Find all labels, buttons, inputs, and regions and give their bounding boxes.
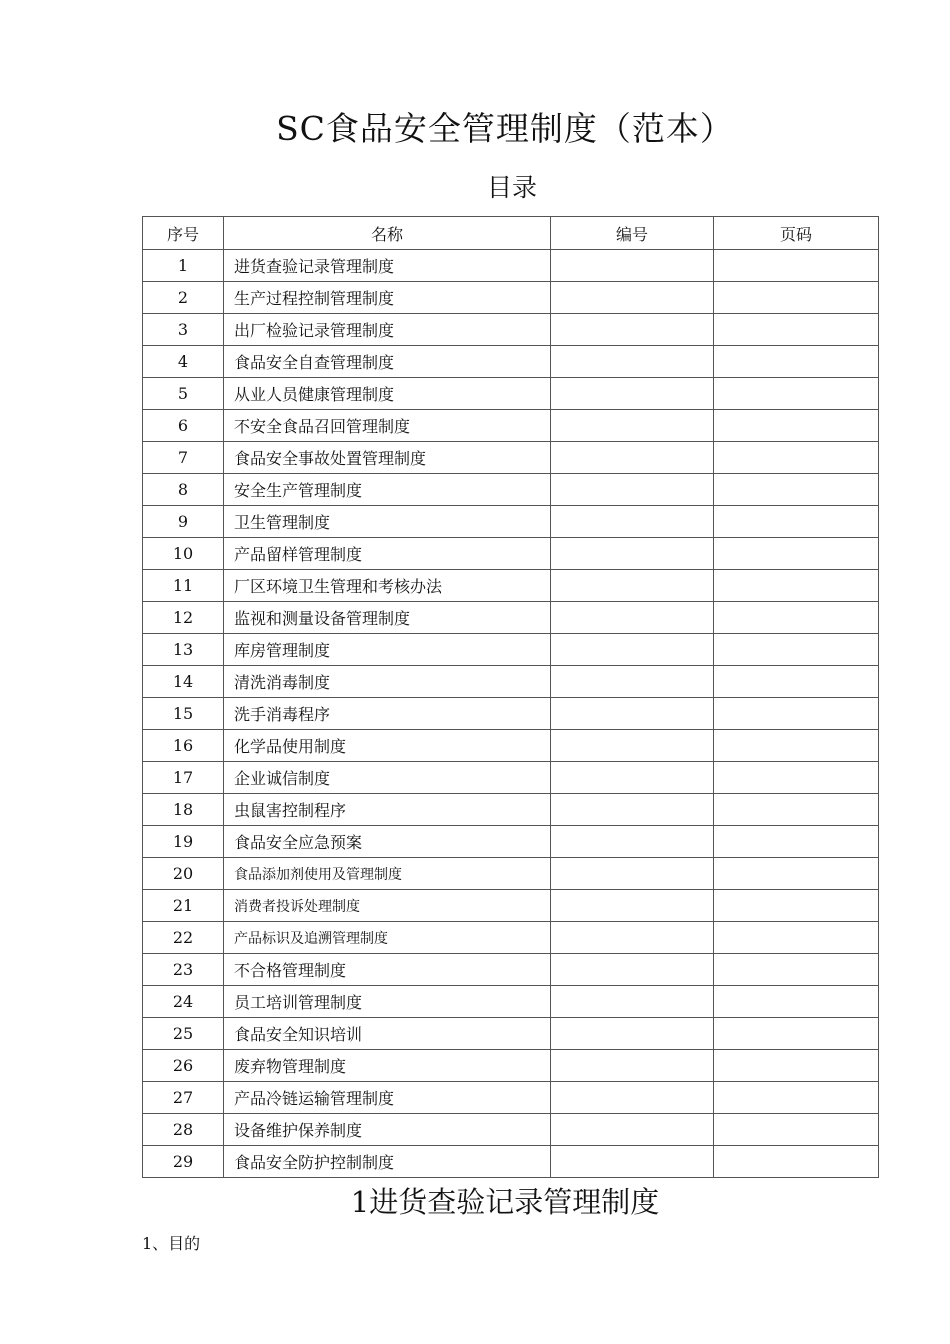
row-code: [551, 858, 714, 890]
row-name: 进货查验记录管理制度: [224, 250, 551, 282]
table-row: [143, 1050, 879, 1082]
row-name: 产品冷链运输管理制度: [224, 1082, 551, 1114]
row-page: [714, 346, 879, 378]
row-name: 废弃物管理制度: [224, 1050, 551, 1082]
row-page: [714, 1114, 879, 1146]
row-page: [714, 538, 879, 570]
row-code: [551, 1082, 714, 1114]
row-number: 19: [143, 826, 224, 858]
row-code: [551, 346, 714, 378]
row-code: [551, 762, 714, 794]
table-row: [143, 602, 879, 634]
row-name: 产品留样管理制度: [224, 538, 551, 570]
row-page: [714, 634, 879, 666]
row-number: 12: [143, 602, 224, 634]
row-page: [714, 794, 879, 826]
row-code: [551, 1050, 714, 1082]
row-name: 卫生管理制度: [224, 506, 551, 538]
row-page: [714, 250, 879, 282]
row-name: 化学品使用制度: [224, 730, 551, 762]
row-number: 7: [143, 442, 224, 474]
row-number: 17: [143, 762, 224, 794]
row-number: 1: [143, 250, 224, 282]
table-row: [143, 794, 879, 826]
row-number: 24: [143, 986, 224, 1018]
row-code: [551, 1018, 714, 1050]
row-number: 23: [143, 954, 224, 986]
header-name: 名称: [224, 217, 551, 250]
row-page: [714, 698, 879, 730]
row-number: 26: [143, 1050, 224, 1082]
toc-heading: 目录: [486, 173, 537, 202]
row-code: [551, 794, 714, 826]
row-code: [551, 666, 714, 698]
row-code: [551, 538, 714, 570]
table-row: [143, 730, 879, 762]
table-row: [143, 922, 879, 954]
table-row: [143, 698, 879, 730]
row-name: 库房管理制度: [224, 634, 551, 666]
toc-body: [143, 250, 879, 1178]
row-code: [551, 474, 714, 506]
row-page: [714, 1018, 879, 1050]
row-code: [551, 698, 714, 730]
row-name: 食品安全防护控制制度: [224, 1146, 551, 1178]
toc-table: [142, 216, 879, 1178]
row-page: [714, 826, 879, 858]
row-page: [714, 1050, 879, 1082]
table-row: [143, 666, 879, 698]
row-code: [551, 282, 714, 314]
table-row: [143, 858, 879, 890]
row-number: 29: [143, 1146, 224, 1178]
table-row: [143, 826, 879, 858]
header-code: 编号: [551, 217, 714, 250]
table-row: [143, 250, 879, 282]
row-number: 21: [143, 890, 224, 922]
row-code: [551, 506, 714, 538]
row-name: 食品安全事故处置管理制度: [224, 442, 551, 474]
row-number: 8: [143, 474, 224, 506]
section-title: 1进货查验记录管理制度: [350, 1185, 660, 1219]
row-number: 2: [143, 282, 224, 314]
row-number: 14: [143, 666, 224, 698]
table-row: [143, 890, 879, 922]
table-row: [143, 1114, 879, 1146]
row-page: [714, 954, 879, 986]
row-name: 产品标识及追溯管理制度: [224, 922, 551, 954]
table-row: [143, 378, 879, 410]
table-row: [143, 410, 879, 442]
table-row: [143, 346, 879, 378]
row-code: [551, 314, 714, 346]
table-row: [143, 314, 879, 346]
row-page: [714, 922, 879, 954]
row-page: [714, 666, 879, 698]
row-name: 生产过程控制管理制度: [224, 282, 551, 314]
table-row: [143, 986, 879, 1018]
row-code: [551, 570, 714, 602]
row-page: [714, 1146, 879, 1178]
row-name: 消费者投诉处理制度: [224, 890, 551, 922]
row-page: [714, 474, 879, 506]
row-name: 监视和测量设备管理制度: [224, 602, 551, 634]
table-row: [143, 282, 879, 314]
row-number: 13: [143, 634, 224, 666]
row-code: [551, 250, 714, 282]
row-code: [551, 378, 714, 410]
row-number: 25: [143, 1018, 224, 1050]
row-code: [551, 954, 714, 986]
header-page: 页码: [714, 217, 879, 250]
row-code: [551, 442, 714, 474]
row-number: 27: [143, 1082, 224, 1114]
row-name: 虫鼠害控制程序: [224, 794, 551, 826]
row-name: 厂区环境卫生管理和考核办法: [224, 570, 551, 602]
row-code: [551, 826, 714, 858]
table-row: [143, 954, 879, 986]
table-row: [143, 506, 879, 538]
row-number: 4: [143, 346, 224, 378]
row-name: 从业人员健康管理制度: [224, 378, 551, 410]
row-name: 安全生产管理制度: [224, 474, 551, 506]
row-code: [551, 922, 714, 954]
row-number: 20: [143, 858, 224, 890]
row-page: [714, 378, 879, 410]
row-page: [714, 314, 879, 346]
row-name: 企业诚信制度: [224, 762, 551, 794]
table-row: [143, 1082, 879, 1114]
row-code: [551, 634, 714, 666]
table-row: [143, 442, 879, 474]
row-page: [714, 890, 879, 922]
header-number: 序号: [143, 217, 224, 250]
row-page: [714, 858, 879, 890]
row-page: [714, 762, 879, 794]
row-code: [551, 730, 714, 762]
document-title: SC食品安全管理制度（范本）: [276, 109, 734, 148]
row-name: 洗手消毒程序: [224, 698, 551, 730]
row-number: 9: [143, 506, 224, 538]
table-row: [143, 1146, 879, 1178]
row-code: [551, 1146, 714, 1178]
row-page: [714, 442, 879, 474]
row-name: 食品安全自查管理制度: [224, 346, 551, 378]
row-page: [714, 410, 879, 442]
table-row: [143, 570, 879, 602]
table-row: [143, 474, 879, 506]
row-page: [714, 730, 879, 762]
row-number: 22: [143, 922, 224, 954]
row-name: 食品添加剂使用及管理制度: [224, 858, 551, 890]
row-code: [551, 986, 714, 1018]
table-row: [143, 634, 879, 666]
row-code: [551, 410, 714, 442]
row-number: 18: [143, 794, 224, 826]
row-number: 16: [143, 730, 224, 762]
row-name: 员工培训管理制度: [224, 986, 551, 1018]
row-number: 3: [143, 314, 224, 346]
table-row: [143, 762, 879, 794]
row-number: 11: [143, 570, 224, 602]
row-page: [714, 1082, 879, 1114]
row-number: 15: [143, 698, 224, 730]
row-number: 6: [143, 410, 224, 442]
row-code: [551, 1114, 714, 1146]
row-name: 设备维护保养制度: [224, 1114, 551, 1146]
table-row: [143, 1018, 879, 1050]
section-item-purpose: 1、目的: [142, 1234, 201, 1253]
row-name: 不安全食品召回管理制度: [224, 410, 551, 442]
row-name: 食品安全知识培训: [224, 1018, 551, 1050]
row-page: [714, 602, 879, 634]
row-number: 5: [143, 378, 224, 410]
row-page: [714, 986, 879, 1018]
row-page: [714, 506, 879, 538]
row-code: [551, 602, 714, 634]
row-name: 清洗消毒制度: [224, 666, 551, 698]
table-row: [143, 538, 879, 570]
row-name: 出厂检验记录管理制度: [224, 314, 551, 346]
row-name: 不合格管理制度: [224, 954, 551, 986]
row-code: [551, 890, 714, 922]
row-page: [714, 570, 879, 602]
row-page: [714, 282, 879, 314]
toc-header-row: [143, 217, 879, 250]
row-number: 28: [143, 1114, 224, 1146]
row-name: 食品安全应急预案: [224, 826, 551, 858]
row-number: 10: [143, 538, 224, 570]
